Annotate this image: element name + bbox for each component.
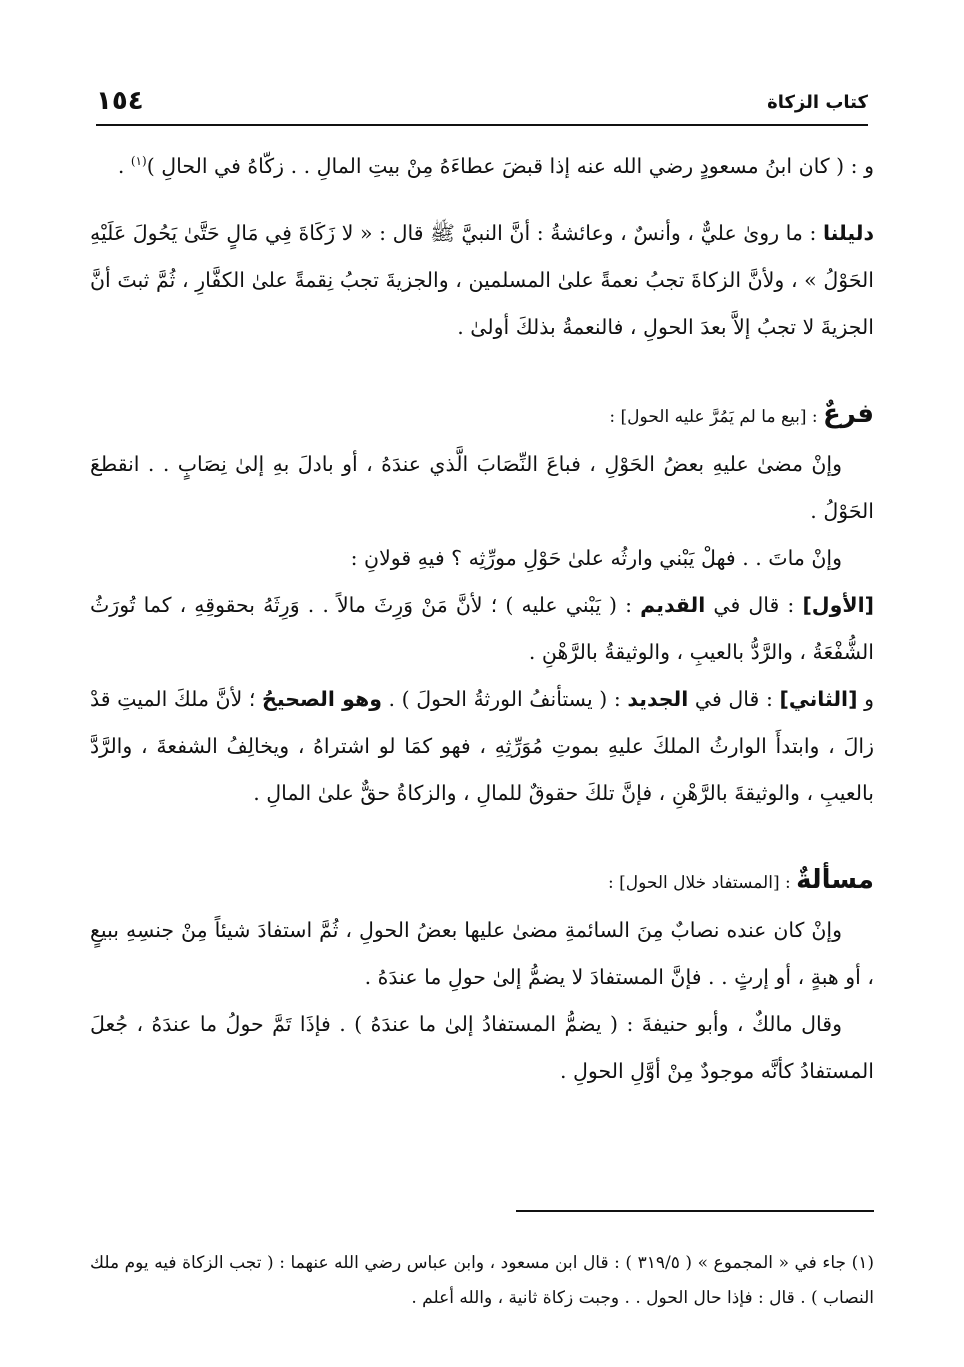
paragraph-second-opinion bbox=[90, 676, 874, 817]
paragraph-masala-2: وقال مالكٌ ، وأبو حنيفةَ : ( يضمُّ المستفادُ إلىٰ ما عندَهُ ) . فإذَا تَمَّ حولُ ما عندَهُ ، جُعلَ المستفادُ كأنَّه موجودٌ مِنْ أوَّلِ الحولِ . bbox=[90, 1012, 874, 1083]
paragraph-evidence bbox=[90, 210, 874, 351]
second-opinion-text: ؛ لأنَّ ملكَ الميتِ قدْ زالَ ، وابتدأَ الوارثُ الملكَ عليهِ بموتِ مُوَرِّثِهِ ، فهو كمَا لو اشتراهُ ، ويخالِفُ الشفعةَ ، والرَّدَّ بالعيبِ ، والوثيقةَ بالرَّهْنِ ، فإنَّ تلكَ حقوقٌ للمالِ ، والزكاةُ حقٌّ علىٰ المالِ . bbox=[90, 687, 874, 805]
paragraph-ibn-masud bbox=[90, 143, 874, 190]
paragraph-first-opinion bbox=[90, 582, 874, 676]
book-title: كتاب الزكاة bbox=[767, 92, 868, 113]
qadim-label: القديم bbox=[640, 593, 706, 617]
paragraph-text: و : ( كان ابنُ مسعودٍ رضي الله عنه إذا قبضَ عطاءَهُ مِنْ بيتِ المالِ . . زكّاهُ في الحالِ ) bbox=[146, 154, 874, 178]
far-label: فرعٌ bbox=[823, 399, 874, 429]
sahih-label: وهو الصحيحُ bbox=[262, 687, 382, 711]
second-opinion-quote: : ( يستأنفُ الورثةُ الحولَ ) . bbox=[381, 687, 628, 711]
footnote-divider bbox=[516, 1210, 874, 1212]
first-opinion-said: : قال في bbox=[705, 593, 803, 617]
second-opinion-said: : قال في bbox=[688, 687, 780, 711]
page-body bbox=[90, 143, 874, 1095]
footnote bbox=[90, 1246, 874, 1316]
page-number: ١٥٤ bbox=[96, 86, 144, 116]
evidence-label: دليلنا bbox=[822, 221, 874, 245]
paragraph-far-2: وإنْ ماتَ . . فهلْ يَبْني وارثُه علىٰ حَوْلِ مورِّثِه ؟ فيهِ قولانِ : bbox=[350, 546, 842, 570]
first-opinion-label: [الأول] bbox=[802, 593, 874, 617]
second-opinion-label: [الثاني] bbox=[779, 687, 858, 711]
paragraph-far-1: وإنْ مضىٰ عليهِ بعضُ الحَوْلِ ، فباعَ النِّصَابَ الَّذي عندَهُ ، أو بادلَ بهِ إلىٰ نِصَابٍ . . انقطعَ الحَوْلُ . bbox=[90, 452, 874, 523]
section-heading-masala bbox=[90, 857, 874, 907]
first-opinion-text: : ( يَبْني عليه ) ؛ لأنَّ مَنْ وَرِثَ مالاً . . وَرِثَهُ بحقوقِهِ ، كما تُورَثُ الشُّفْعَةُ ، والرَّدُّ بالعيبِ ، والوثيقةُ بالرَّهْنِ . bbox=[90, 593, 874, 664]
paragraph-end: . bbox=[117, 154, 131, 178]
footnote-number: (١) bbox=[851, 1253, 874, 1273]
evidence-text: : ما روىٰ عليٌّ ، وأنسٌ ، وعائشةُ : أنَّ النبيَّ ﷺ قال : « لا زَكَاةَ فِي مَالٍ حَتَّىٰ يَحُولَ عَلَيْهِ الحَوْلُ » ، ولأنَّ الزكاةَ تجبُ نعمةً علىٰ المسلمين ، والجزيةَ تجبُ نِقمةً علىٰ الكفَّارِ ، ثُمَّ ثبتَ أنَّ الجزيةَ لا تجبُ إلاَّ بعدَ الحولِ ، فالنعمةُ بذلكَ أولىٰ . bbox=[90, 221, 874, 339]
masala-title: : [المستفاد خلال الحول] : bbox=[608, 873, 797, 893]
jadid-label: الجديد bbox=[627, 687, 689, 711]
paragraph-masala-1: وإنْ كان عنده نصابٌ مِنَ السائمةِ مضىٰ عليها بعضُ الحولِ ، ثُمَّ استفادَ شيئاً مِنْ جنسِهِ ببيعٍ ، أو هبةٍ ، أو إرثٍ . . فإنَّ المستفادَ لا يضمُّ إلىٰ حولِ ما عندَهُ . bbox=[90, 918, 874, 989]
masala-label: مسألةٌ bbox=[796, 865, 874, 895]
footnote-ref: (١) bbox=[130, 154, 147, 169]
page-header bbox=[96, 84, 868, 126]
section-heading-far bbox=[90, 391, 874, 441]
footnote-text: جاء في « المجموع » ( ٣١٩/٥ ) : قال ابن مسعود ، وابن عباس رضي الله عنهما : ( تجب الزكاة فيه يوم ملك النصاب ) . قال : فإذا حال الحول . . وجبت زكاة ثانية ، والله أعلم . bbox=[90, 1253, 874, 1308]
second-opinion-prefix: و bbox=[857, 687, 874, 711]
far-title: : [بيع ما لم يَمُرَّ عليه الحول] : bbox=[609, 407, 824, 427]
